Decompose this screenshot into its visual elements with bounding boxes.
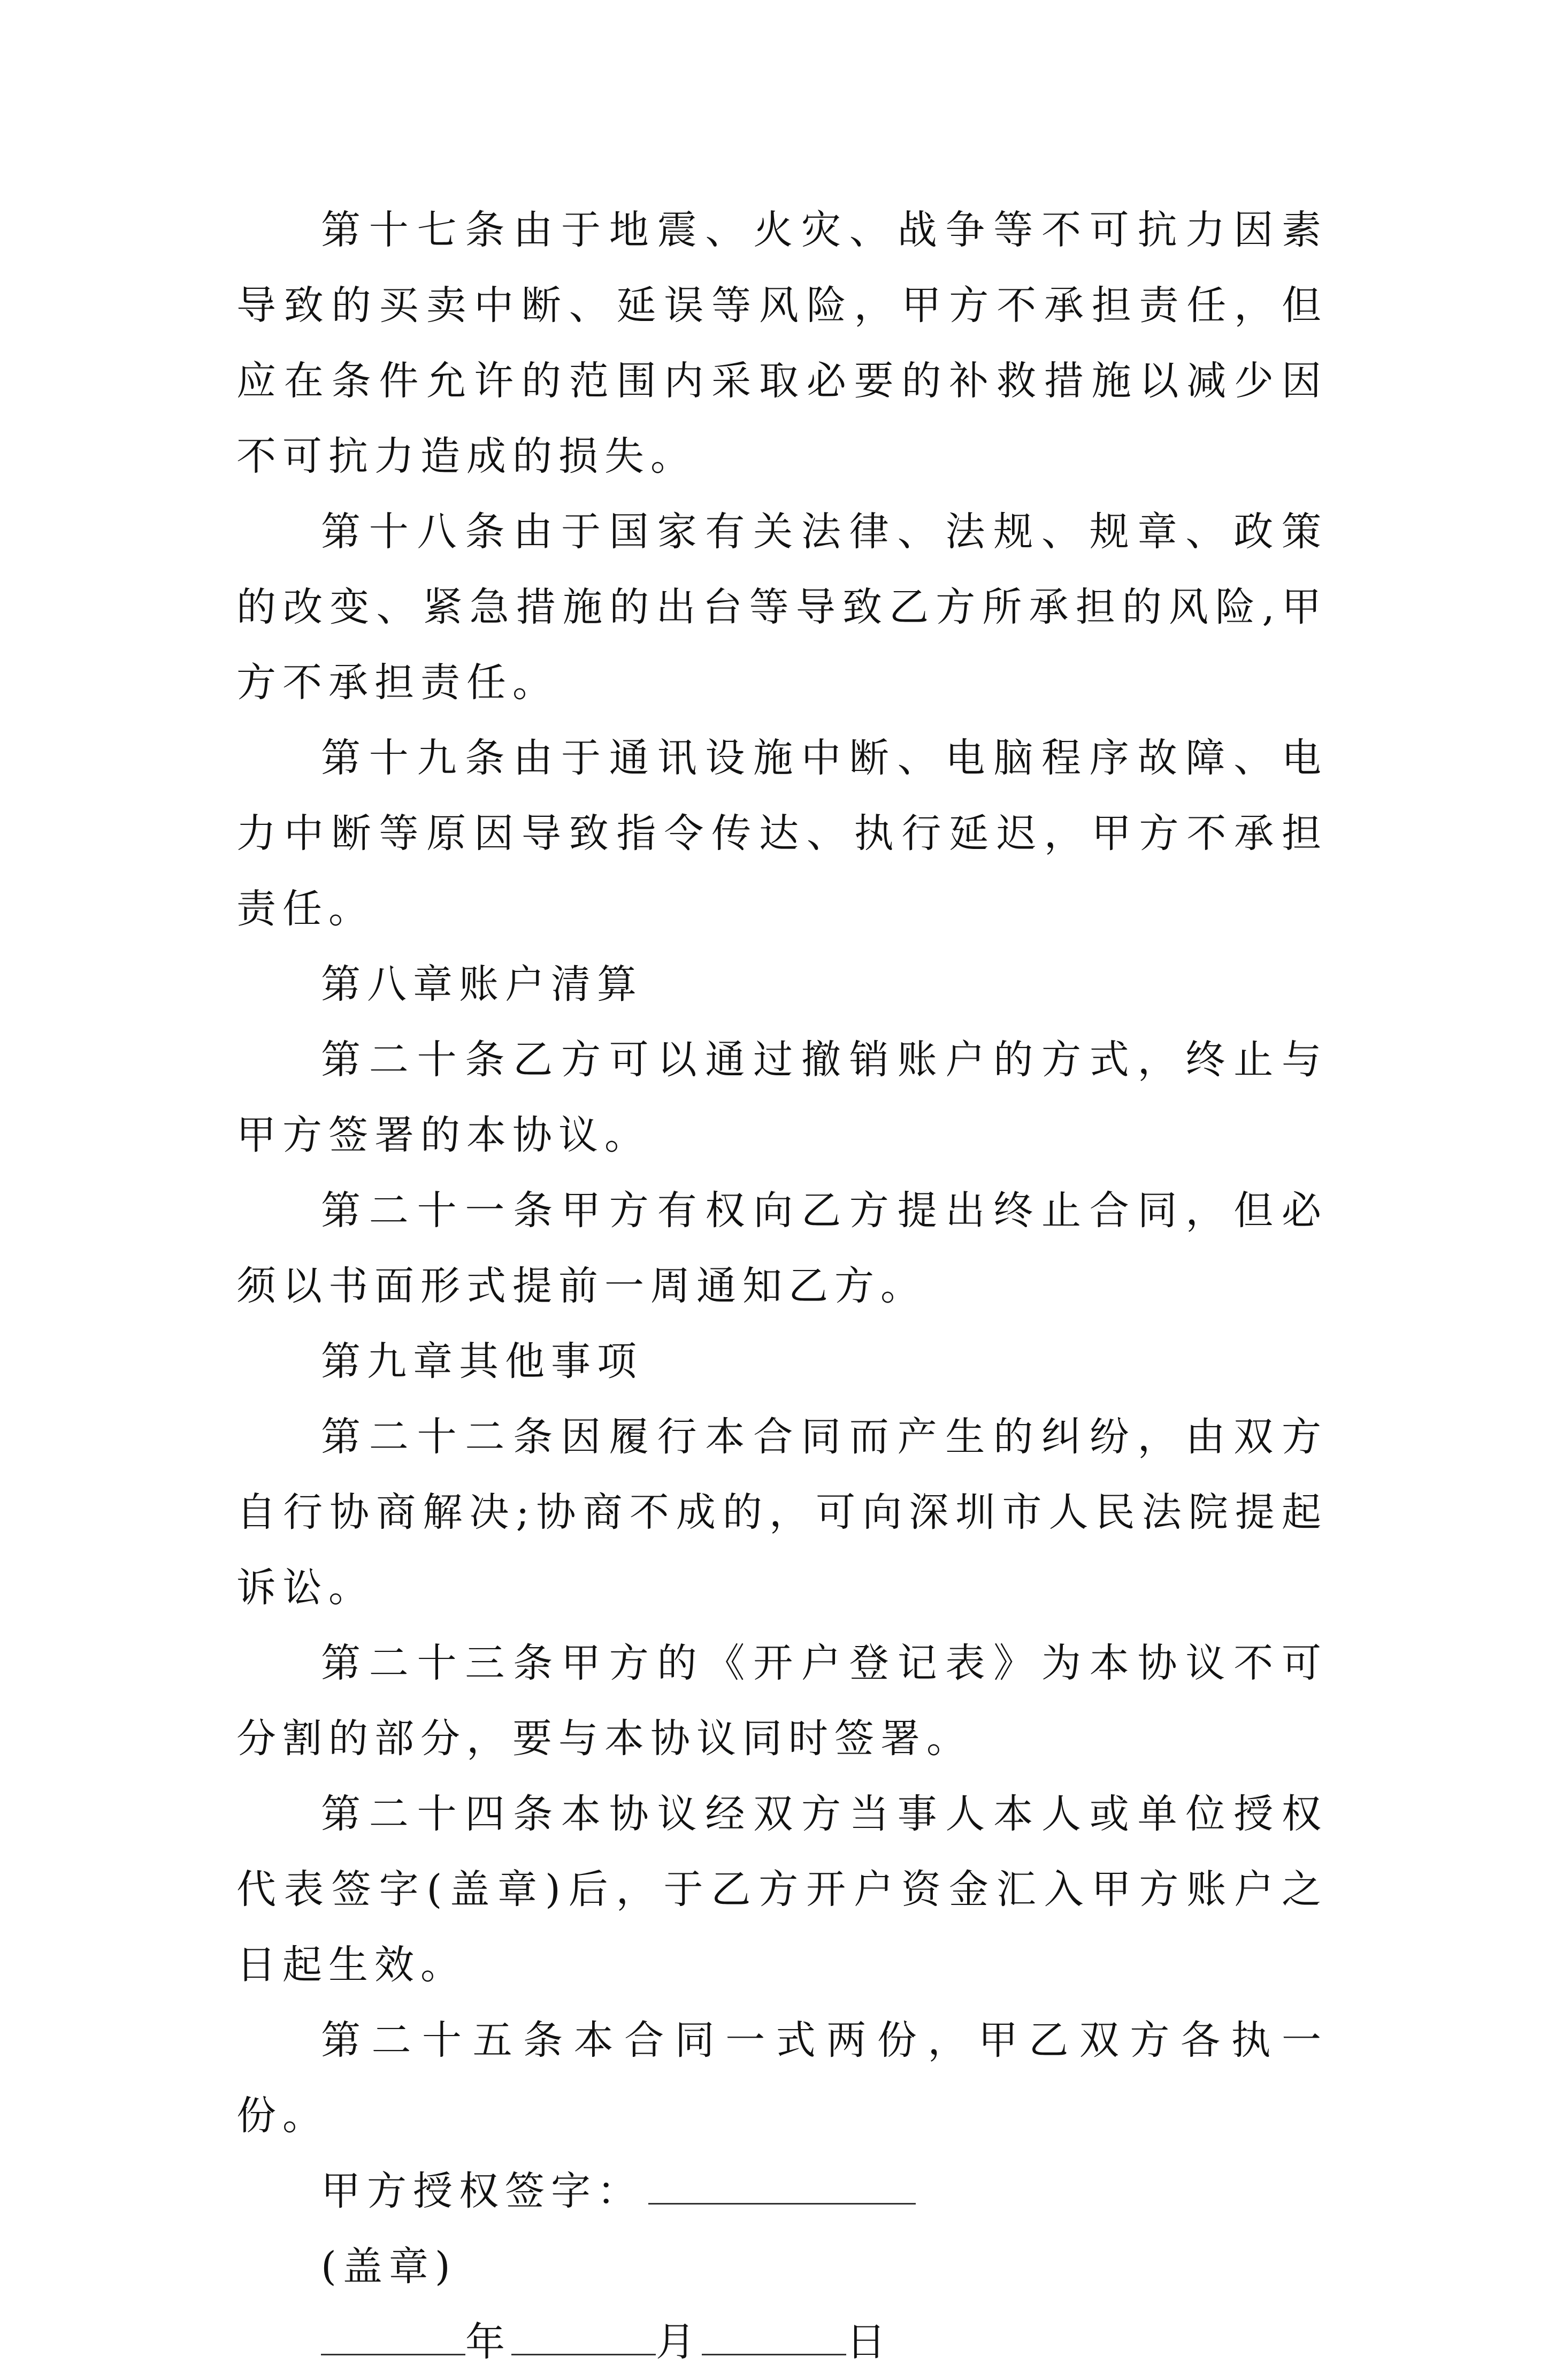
month-blank[interactable] <box>511 2322 656 2355</box>
article-22: 第二十二条因履行本合同而产生的纠纷，由双方自行协商解决;协商不成的，可向深圳市人民法院提起诉讼。 <box>236 1414 1328 1611</box>
date-row <box>236 2305 1328 2380</box>
seal-row <box>236 2229 1328 2305</box>
article-17: 第十七条由于地震、火灾、战争等不可抗力因素导致的买卖中断、延误等风险，甲方不承担责任，但应在条件允许的范围内采取必要的补救措施以减少因不可抗力造成的损失。 <box>236 207 1328 479</box>
document-page <box>236 193 1328 2380</box>
article-21: 第二十一条甲方有权向乙方提出终止合同，但必须以书面形式提前一周通知乙方。 <box>236 1188 1328 1309</box>
signature-blank[interactable] <box>648 2171 916 2205</box>
signature-row <box>236 2154 1328 2229</box>
signature-label: 甲方授权签字： <box>321 2168 643 2214</box>
article-20: 第二十条乙方可以通过撤销账户的方式，终止与甲方签署的本协议。 <box>236 1037 1328 1158</box>
article-19: 第十九条由于通讯设施中断、电脑程序故障、电力中断等原因导致指令传达、执行延迟，甲方不承担责任。 <box>236 735 1328 932</box>
seal-label: (盖章) <box>321 2244 457 2290</box>
article-25: 第二十五条本合同一式两份，甲乙双方各执一份。 <box>236 2017 1328 2139</box>
day-label: 日 <box>846 2319 892 2365</box>
day-blank[interactable] <box>702 2322 846 2355</box>
article-23: 第二十三条甲方的《开户登记表》为本协议不可分割的部分，要与本协议同时签署。 <box>236 1640 1328 1762</box>
chapter-8-heading: 第八章账户清算 <box>321 961 643 1007</box>
year-blank[interactable] <box>321 2322 465 2355</box>
chapter-9-heading: 第九章其他事项 <box>321 1338 643 1384</box>
year-label: 年 <box>465 2319 511 2365</box>
article-24: 第二十四条本协议经双方当事人本人或单位授权代表签字(盖章)后，于乙方开户资金汇入甲方账户之日起生效。 <box>236 1791 1328 1988</box>
month-label: 月 <box>656 2319 702 2365</box>
article-18: 第十八条由于国家有关法律、法规、规章、政策的改变、紧急措施的出台等导致乙方所承担的风险,甲方不承担责任。 <box>236 509 1328 706</box>
